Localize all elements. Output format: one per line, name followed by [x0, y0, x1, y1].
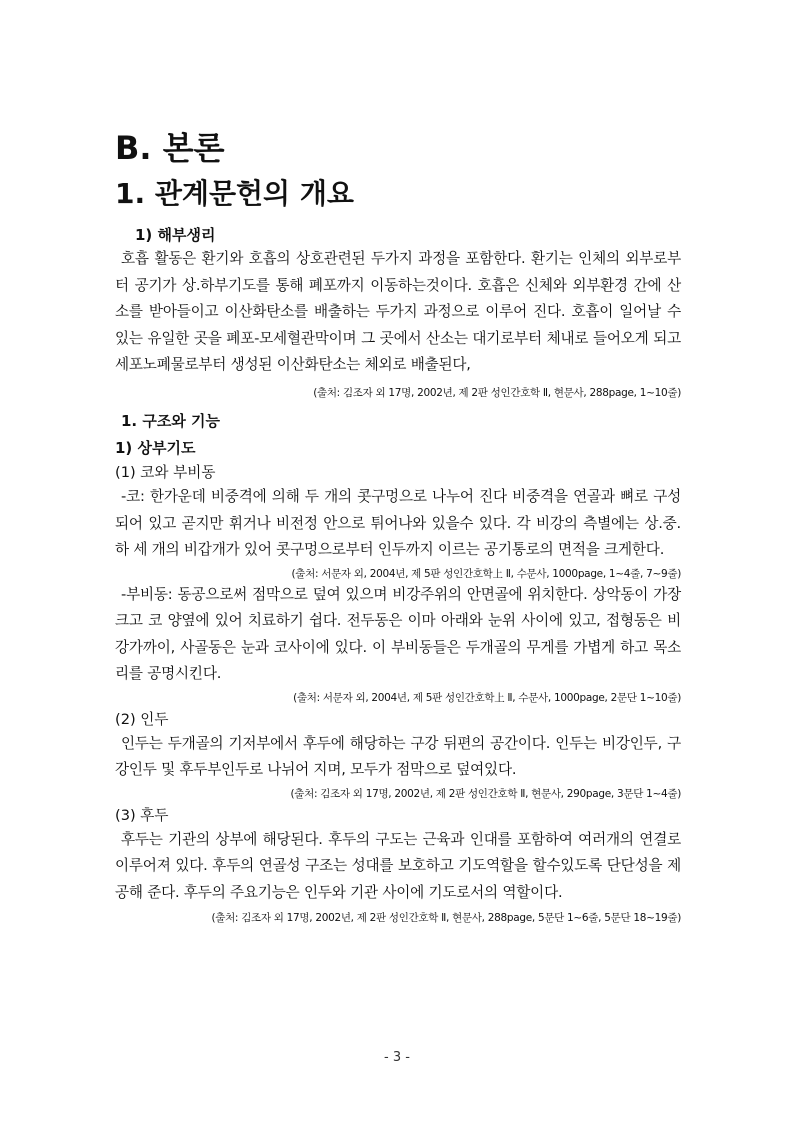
item-title-nose: (1) 코와 부비동: [115, 464, 216, 481]
section-title: 1. 관계문헌의 개요: [115, 177, 354, 210]
citation-pharynx: (출처: 김조자 외 17명, 2002년, 제 2판 성인간호학 Ⅱ, 현문사, 290page, 3문단 1~4줄): [290, 787, 681, 800]
chapter-title: B. 본론: [115, 129, 225, 167]
citation-nose: (출처: 서문자 외, 2004년, 제 5판 성인간호학上 Ⅱ, 수문사, 1000page, 1~4줄, 7~9줄): [291, 567, 681, 580]
paragraph-sinus: -부비동: 동공으로써 점막으로 덮여 있으며 비강주위의 안면골에 위치한다. 상악동이 가장크고 코 양옆에 있어 치료하기 쉽다. 전두동은 이마 아래와 눈위 사이에 있고, 접형동은 비강가까이, 사골동은 눈과 코사이에 있다. 이 부비동들은 두개골의 무게를 가볍게 하고 목소리를 공명시킨다.: [115, 585, 681, 682]
paragraph-pharynx: 인두는 두개골의 기저부에서 후두에 해당하는 구강 뒤편의 공간이다. 인두는 비강인두, 구강인두 및 후두부인두로 나뉘어 지며, 모두가 점막으로 덮여있다.: [115, 734, 681, 778]
paragraph-nose: -코: 한가운데 비중격에 의해 두 개의 콧구멍으로 나누어 진다 비중격을 연골과 뼈로 구성되어 있고 곧지만 휘거나 비전정 안으로 튀어나와 있을수 있다. 각 비강의 측별에는 상.중.하 세 개의 비갑개가 있어 콧구멍으로부터 인두까지 이르는 공기통로의 면적을 크게한다.: [115, 488, 681, 558]
structure-subheading: 1) 상부기도: [115, 439, 196, 457]
item-title-pharynx: (2) 인두: [115, 710, 169, 728]
citation-larynx: (출처: 김조자 외 17명, 2002년, 제 2판 성인간호학 Ⅱ, 현문사, 288page, 5문단 1~6줄, 5문단 18~19줄): [211, 912, 681, 924]
paragraph-larynx: 후두는 기관의 상부에 해당된다. 후두의 구도는 근육과 인대를 포함하여 여러개의 연결로 이루어져 있다. 후두의 연골성 구조는 성대를 보호하고 기도역할을 할수있도록 단단성을 제공해 준다. 후두의 주요기능은 인두와 기관 사이에 기도로서의 역할이다.: [115, 830, 681, 901]
citation-sinus: (출처: 서문자 외, 2004년, 제 5판 성인간호학上 Ⅱ, 수문사, 1000page, 2문단 1~10줄): [293, 691, 681, 704]
intro-paragraph: 호흡 활동은 환기와 호흡의 상호관련된 두가지 과정을 포함한다. 환기는 인체의 외부로부터 공기가 상.하부기도를 통해 폐포까지 이동하는것이다. 호흡은 신체와 외부환경 간에 산소를 받아들이고 이산화탄소를 배출하는 두가지 과정으로 이루어 진다. 호흡이 일어날 수 있는 유일한 곳을 폐포-모세혈관막이며 그 곳에서 산소는 대기로부터 체내로 들어오게 되고 세포노폐물로부터 생성된 이산화탄소는 체외로 배출된다,: [115, 250, 681, 373]
intro-subheading: 1) 해부생리: [135, 226, 216, 244]
intro-citation: (출처: 김조자 외 17명, 2002년, 제 2판 성인간호학 Ⅱ, 현문사, 288page, 1~10줄): [313, 386, 681, 399]
structure-heading: 1. 구조와 기능: [121, 412, 221, 430]
item-title-larynx: (3) 후두: [115, 806, 169, 824]
structure-block: [115, 410, 681, 926]
intro-block: [115, 224, 681, 401]
page-number: - 3 -: [384, 1050, 410, 1065]
